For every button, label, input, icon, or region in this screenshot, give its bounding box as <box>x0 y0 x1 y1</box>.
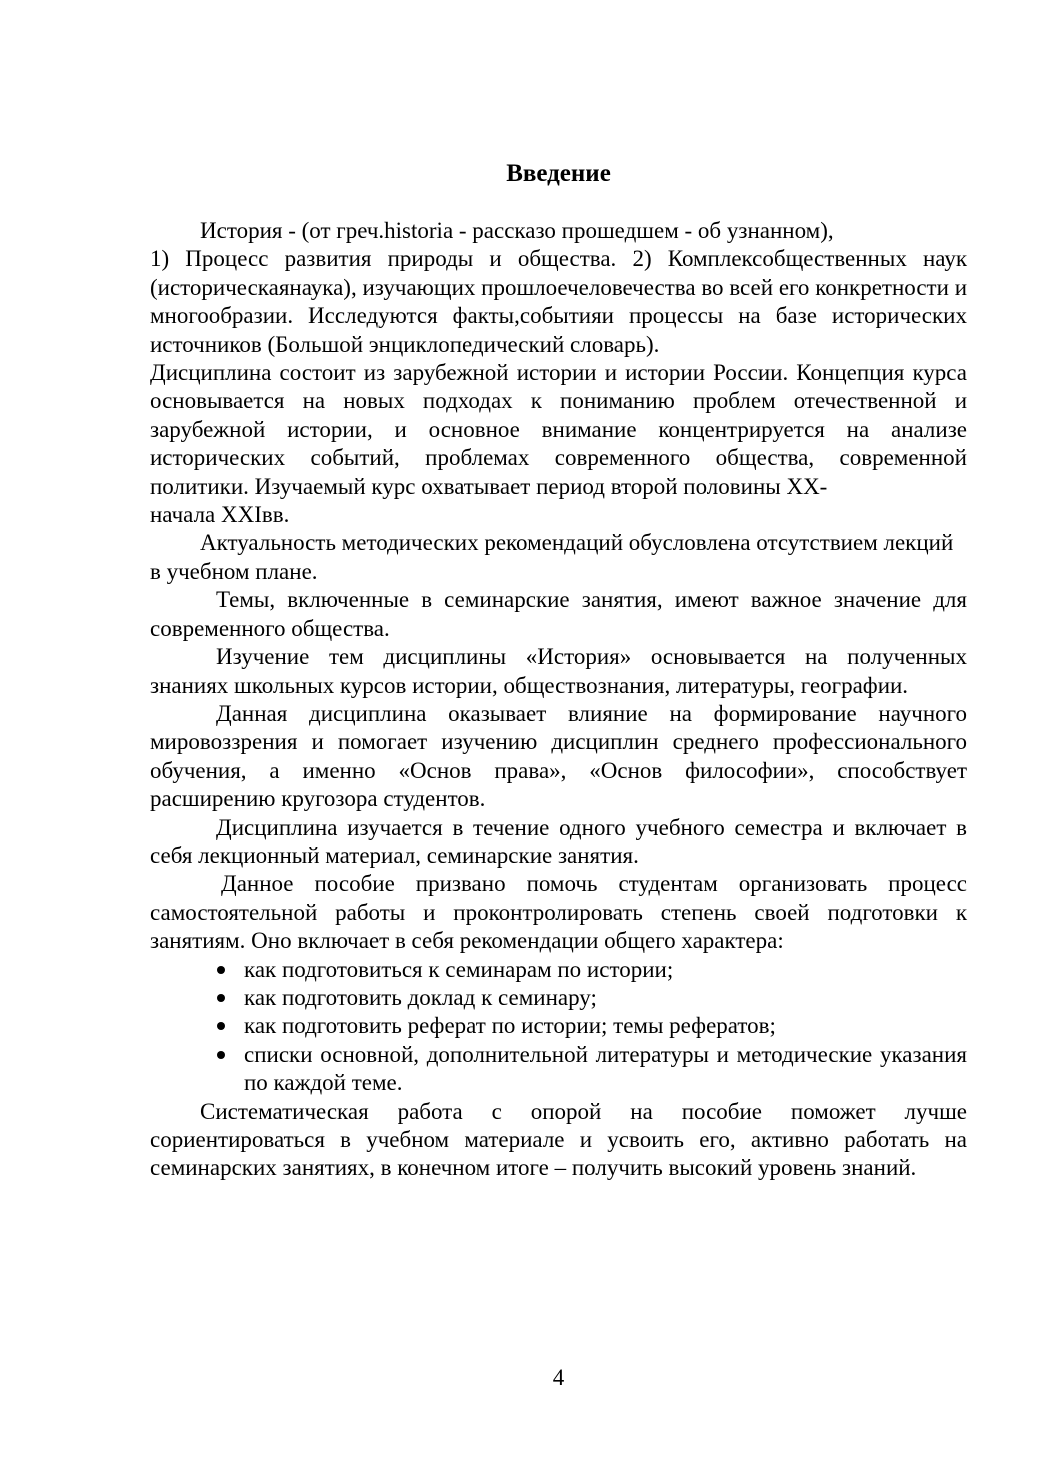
list-item <box>244 1012 967 1040</box>
paragraph-manual: Данное пособие призвано помочь студентам организовать процесс самостоятельной работы и проконтролировать степень своей подготовки к занятиям. Оно включает в себя рекомендации общего характера: <box>150 871 967 954</box>
paragraph-conclusion: Систематическая работа с опорой на пособие поможет лучше сориентироваться в учебном материале и усвоить его, активно работать на семинарских занятиях, в конечном итоге – получить высокий уровень знаний. <box>150 1098 967 1181</box>
bullet-icon <box>217 994 225 1002</box>
paragraph-history-meaning: 1) Процесс развития природы и общества. 2) Комплексобщественных наук (историческаянаука), изучающих прошлоечеловечества во всей его конкретности и многообразии. Исследуются факты,событияи процессы на базе исторических источников (Большой энциклопедический словарь). <box>150 246 967 357</box>
list-item-text: списки основной, дополнительной литературы и методические указания по каждой теме. <box>244 1041 967 1096</box>
bullet-icon <box>217 1051 225 1059</box>
bullet-icon <box>217 1022 225 1030</box>
paragraph-influence: Данная дисциплина оказывает влияние на формирование научного мировоззрения и помогает изучению дисциплин среднего профессионального обучения, а именно «Основ права», «Основ философии», способствует расширению кругозора студентов. <box>150 700 967 812</box>
paragraph-topics: Темы, включенные в семинарские занятия, имеют важное значение для современного общества. <box>150 587 967 641</box>
page-number: 4 <box>552 1365 565 1390</box>
paragraph-discipline-end: начала XXIвв. <box>150 502 290 528</box>
list-item <box>244 1041 967 1098</box>
body-text <box>150 217 967 1183</box>
list-item <box>244 956 967 984</box>
list-item <box>244 984 967 1012</box>
paragraph-discipline: Дисциплина состоит из зарубежной истории и истории России. Концепция курса основывается на новых подходах к пониманию проблем отечественной и зарубежной истории, и основное внимание концентрируется на анализе исторических событий, проблемах современного общества, современной политики. Изучаемый курс охватывает период второй половины XX- <box>150 360 967 499</box>
list-item-text: как подготовить доклад к семинару; <box>244 984 597 1010</box>
recommendations-list <box>150 956 967 1098</box>
list-item-text: как подготовиться к семинарам по истории; <box>244 956 674 982</box>
paragraph-semester: Дисциплина изучается в течение одного учебного семестра и включает в себя лекционный материал, семинарские занятия. <box>150 814 967 868</box>
page-title: Введение <box>506 160 611 187</box>
list-item-text: как подготовить реферат по истории; темы рефератов; <box>244 1013 776 1039</box>
paragraph-history-definition: История - (от греч.historia - рассказо прошедшем - об узнанном), <box>200 218 834 243</box>
bullet-icon <box>217 966 225 974</box>
paragraph-study: Изучение тем дисциплины «История» основывается на полученных знаниях школьных курсов истории, обществознания, литературы, географии. <box>150 644 967 698</box>
paragraph-relevance: Актуальность методических рекомендаций обусловлена отсутствием лекций в учебном плане. <box>150 530 954 584</box>
